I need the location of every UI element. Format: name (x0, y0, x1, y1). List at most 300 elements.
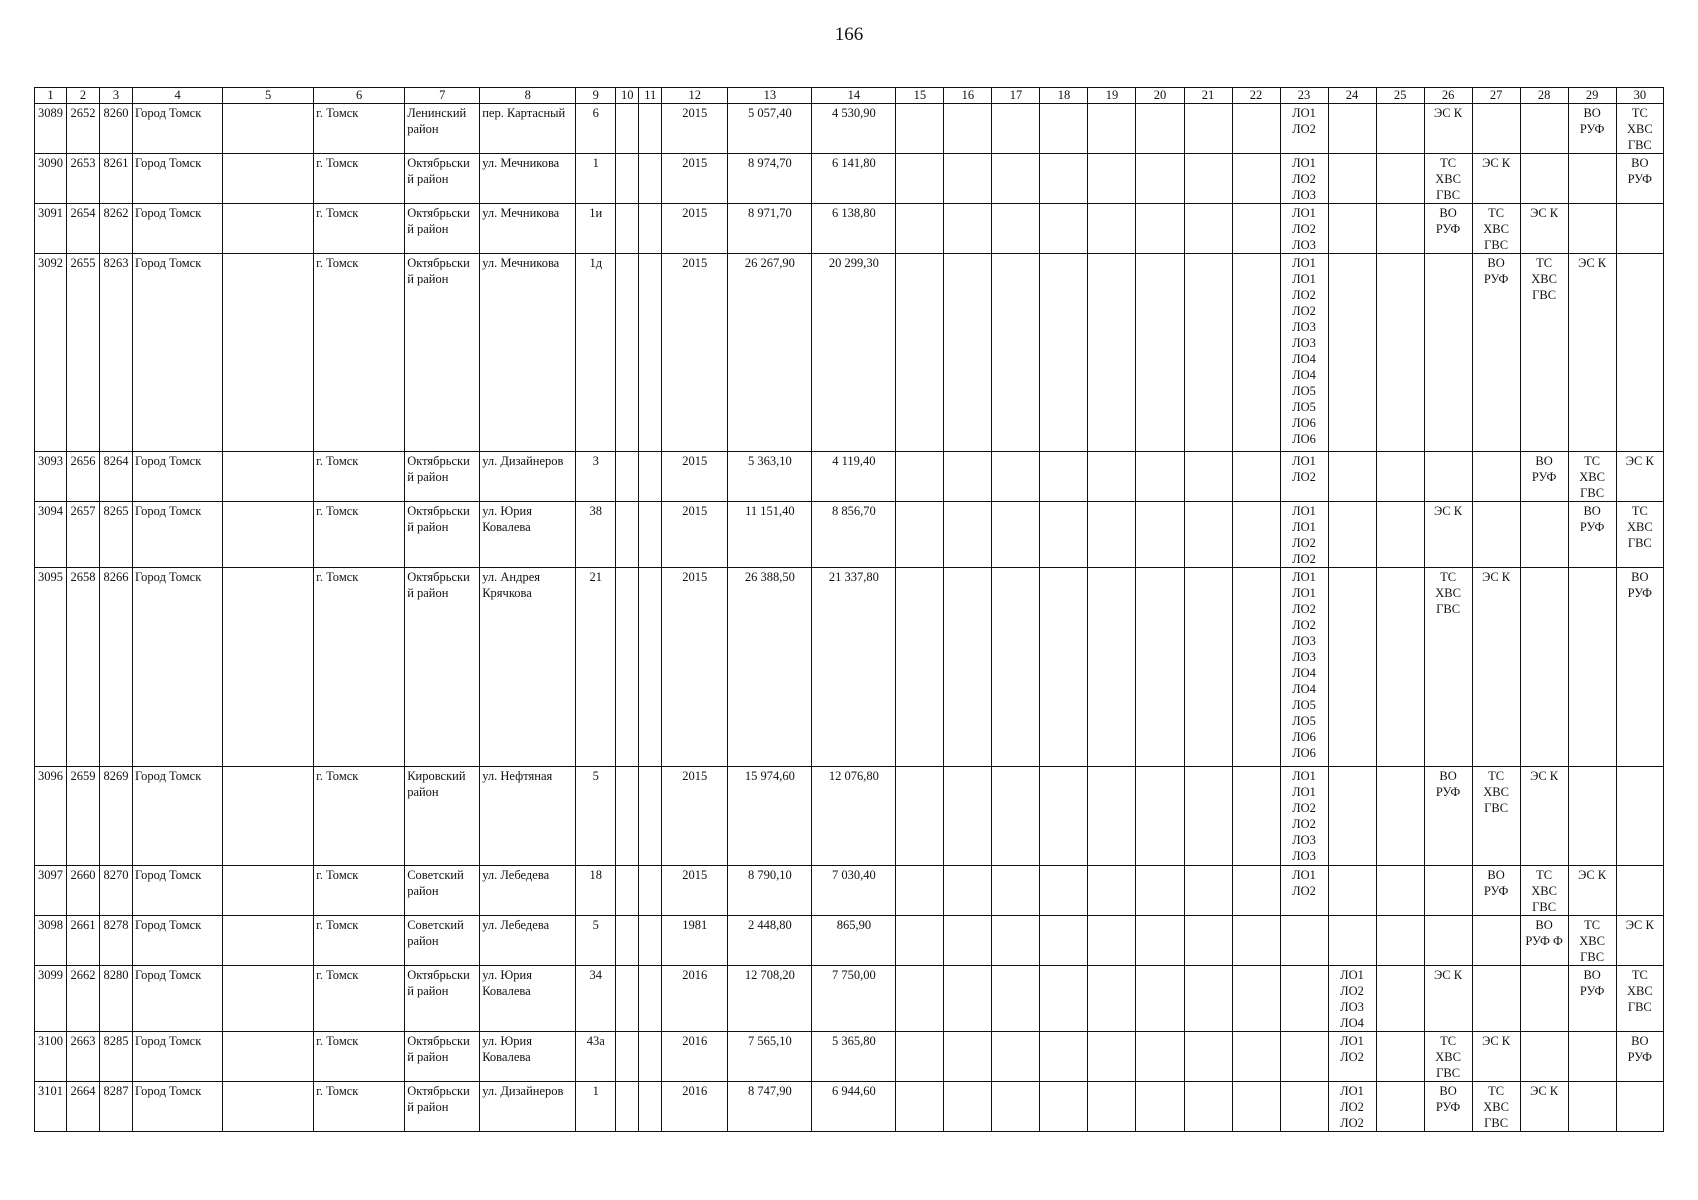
cell-col-8: ул. Мечникова (480, 154, 576, 204)
cell-col-13: 8 974,70 (728, 154, 812, 204)
page-number: 166 (834, 24, 864, 45)
cell-col-18 (1040, 1032, 1088, 1082)
cell-col-19 (1088, 916, 1136, 966)
cell-col-14: 7 030,40 (812, 866, 896, 916)
cell-col-21 (1184, 916, 1232, 966)
cell-col-3: 8266 (100, 568, 133, 767)
cell-col-23: ЛО1 ЛО2 ЛО3 (1280, 154, 1328, 204)
cell-col-1: 3095 (35, 568, 67, 767)
cell-col-21 (1184, 767, 1232, 866)
cell-col-22 (1232, 568, 1280, 767)
cell-col-29 (1568, 568, 1616, 767)
cell-col-15 (896, 254, 944, 452)
cell-col-1: 3100 (35, 1032, 67, 1082)
cell-col-14: 6 141,80 (812, 154, 896, 204)
cell-col-9: 21 (576, 568, 616, 767)
cell-col-17 (992, 502, 1040, 568)
cell-col-9: 1 (576, 1082, 616, 1132)
cell-col-9: 5 (576, 916, 616, 966)
cell-col-8: ул. Андрея Крячкова (480, 568, 576, 767)
column-header-2: 2 (67, 88, 100, 104)
cell-col-9: 1и (576, 204, 616, 254)
column-header-8: 8 (480, 88, 576, 104)
table-row (35, 916, 1664, 966)
cell-col-30: ТС ХВС ГВС (1616, 966, 1663, 1032)
column-header-18: 18 (1040, 88, 1088, 104)
cell-col-14: 20 299,30 (812, 254, 896, 452)
cell-col-15 (896, 104, 944, 154)
column-header-5: 5 (223, 88, 314, 104)
cell-col-8: ул. Юрия Ковалева (480, 966, 576, 1032)
cell-col-6: г. Томск (314, 966, 405, 1032)
cell-col-1: 3094 (35, 502, 67, 568)
cell-col-2: 2664 (67, 1082, 100, 1132)
cell-col-9: 6 (576, 104, 616, 154)
cell-col-19 (1088, 1082, 1136, 1132)
cell-col-21 (1184, 966, 1232, 1032)
cell-col-9: 1 (576, 154, 616, 204)
cell-col-2: 2652 (67, 104, 100, 154)
cell-col-22 (1232, 452, 1280, 502)
cell-col-16 (944, 154, 992, 204)
cell-col-22 (1232, 1032, 1280, 1082)
cell-col-27: ЭС К (1472, 1032, 1520, 1082)
cell-col-7: Октябрьски й район (405, 1032, 480, 1082)
cell-col-16 (944, 254, 992, 452)
cell-col-10 (616, 254, 639, 452)
cell-col-29: ТС ХВС ГВС (1568, 916, 1616, 966)
cell-col-25 (1376, 767, 1424, 866)
cell-col-15 (896, 452, 944, 502)
cell-col-23 (1280, 1082, 1328, 1132)
cell-col-30 (1616, 767, 1663, 866)
cell-col-10 (616, 502, 639, 568)
cell-col-20 (1136, 104, 1184, 154)
cell-col-22 (1232, 154, 1280, 204)
cell-col-6: г. Томск (314, 767, 405, 866)
cell-col-24: ЛО1 ЛО2 ЛО3 ЛО4 (1328, 966, 1376, 1032)
cell-col-6: г. Томск (314, 452, 405, 502)
cell-col-26: ЭС К (1424, 104, 1472, 154)
column-header-16: 16 (944, 88, 992, 104)
cell-col-28: ТС ХВС ГВС (1520, 866, 1568, 916)
cell-col-24 (1328, 204, 1376, 254)
cell-col-24 (1328, 104, 1376, 154)
cell-col-7: Советский район (405, 916, 480, 966)
cell-col-19 (1088, 1032, 1136, 1082)
cell-col-8: ул. Нефтяная (480, 767, 576, 866)
cell-col-23: ЛО1 ЛО1 ЛО2 ЛО2 ЛО3 ЛО3 ЛО4 ЛО4 ЛО5 ЛО5 ЛО6 ЛО6 (1280, 254, 1328, 452)
cell-col-8: ул. Мечникова (480, 254, 576, 452)
cell-col-16 (944, 866, 992, 916)
cell-col-4: Город Томск (133, 154, 223, 204)
cell-col-7: Октябрьски й район (405, 502, 480, 568)
cell-col-10 (616, 568, 639, 767)
cell-col-12: 2015 (662, 254, 728, 452)
cell-col-30 (1616, 1082, 1663, 1132)
cell-col-25 (1376, 866, 1424, 916)
cell-col-29 (1568, 204, 1616, 254)
column-header-24: 24 (1328, 88, 1376, 104)
cell-col-23 (1280, 1032, 1328, 1082)
cell-col-1: 3091 (35, 204, 67, 254)
table-row (35, 154, 1664, 204)
cell-col-2: 2655 (67, 254, 100, 452)
cell-col-11 (639, 204, 662, 254)
cell-col-15 (896, 502, 944, 568)
cell-col-7: Кировский район (405, 767, 480, 866)
cell-col-30: ЭС К (1616, 452, 1663, 502)
cell-col-28: ЭС К (1520, 1082, 1568, 1132)
cell-col-9: 5 (576, 767, 616, 866)
column-header-3: 3 (100, 88, 133, 104)
cell-col-13: 11 151,40 (728, 502, 812, 568)
cell-col-30: ВО РУФ (1616, 154, 1663, 204)
cell-col-14: 4 119,40 (812, 452, 896, 502)
cell-col-19 (1088, 966, 1136, 1032)
cell-col-11 (639, 866, 662, 916)
cell-col-4: Город Томск (133, 767, 223, 866)
cell-col-5 (223, 452, 314, 502)
cell-col-11 (639, 966, 662, 1032)
cell-col-19 (1088, 866, 1136, 916)
column-header-23: 23 (1280, 88, 1328, 104)
cell-col-30: ЭС К (1616, 916, 1663, 966)
column-header-27: 27 (1472, 88, 1520, 104)
cell-col-18 (1040, 916, 1088, 966)
cell-col-19 (1088, 568, 1136, 767)
cell-col-20 (1136, 1032, 1184, 1082)
cell-col-28: ЭС К (1520, 767, 1568, 866)
cell-col-5 (223, 254, 314, 452)
cell-col-2: 2663 (67, 1032, 100, 1082)
cell-col-26 (1424, 866, 1472, 916)
cell-col-26: ЭС К (1424, 966, 1472, 1032)
table-row (35, 204, 1664, 254)
cell-col-16 (944, 916, 992, 966)
cell-col-7: Октябрьски й район (405, 204, 480, 254)
cell-col-26 (1424, 916, 1472, 966)
cell-col-25 (1376, 452, 1424, 502)
cell-col-13: 7 565,10 (728, 1032, 812, 1082)
cell-col-21 (1184, 1032, 1232, 1082)
cell-col-2: 2658 (67, 568, 100, 767)
cell-col-5 (223, 866, 314, 916)
cell-col-7: Октябрьски й район (405, 254, 480, 452)
cell-col-28 (1520, 154, 1568, 204)
cell-col-25 (1376, 502, 1424, 568)
cell-col-1: 3099 (35, 966, 67, 1032)
cell-col-2: 2659 (67, 767, 100, 866)
cell-col-2: 2656 (67, 452, 100, 502)
cell-col-12: 2016 (662, 1032, 728, 1082)
cell-col-10 (616, 104, 639, 154)
cell-col-5 (223, 767, 314, 866)
cell-col-29: ВО РУФ (1568, 502, 1616, 568)
cell-col-5 (223, 916, 314, 966)
cell-col-16 (944, 1082, 992, 1132)
cell-col-29 (1568, 154, 1616, 204)
column-header-11: 11 (639, 88, 662, 104)
cell-col-18 (1040, 1082, 1088, 1132)
cell-col-14: 7 750,00 (812, 966, 896, 1032)
cell-col-6: г. Томск (314, 502, 405, 568)
cell-col-25 (1376, 254, 1424, 452)
cell-col-5 (223, 1082, 314, 1132)
column-header-13: 13 (728, 88, 812, 104)
cell-col-24 (1328, 154, 1376, 204)
cell-col-1: 3097 (35, 866, 67, 916)
cell-col-30 (1616, 254, 1663, 452)
cell-col-17 (992, 916, 1040, 966)
cell-col-22 (1232, 866, 1280, 916)
cell-col-18 (1040, 767, 1088, 866)
cell-col-17 (992, 104, 1040, 154)
cell-col-18 (1040, 452, 1088, 502)
cell-col-25 (1376, 154, 1424, 204)
cell-col-15 (896, 1082, 944, 1132)
cell-col-24: ЛО1 ЛО2 (1328, 1032, 1376, 1082)
cell-col-3: 8285 (100, 1032, 133, 1082)
cell-col-10 (616, 966, 639, 1032)
cell-col-9: 43а (576, 1032, 616, 1082)
cell-col-29: ЭС К (1568, 254, 1616, 452)
cell-col-19 (1088, 254, 1136, 452)
cell-col-17 (992, 866, 1040, 916)
cell-col-27 (1472, 502, 1520, 568)
cell-col-20 (1136, 204, 1184, 254)
cell-col-28: ТС ХВС ГВС (1520, 254, 1568, 452)
cell-col-27: ТС ХВС ГВС (1472, 204, 1520, 254)
cell-col-21 (1184, 866, 1232, 916)
cell-col-17 (992, 966, 1040, 1032)
cell-col-17 (992, 204, 1040, 254)
cell-col-7: Советский район (405, 866, 480, 916)
cell-col-27: ВО РУФ (1472, 254, 1520, 452)
cell-col-8: ул. Дизайнеров (480, 1082, 576, 1132)
cell-col-16 (944, 568, 992, 767)
cell-col-21 (1184, 1082, 1232, 1132)
cell-col-12: 2015 (662, 502, 728, 568)
cell-col-18 (1040, 866, 1088, 916)
cell-col-5 (223, 154, 314, 204)
cell-col-24 (1328, 254, 1376, 452)
column-header-14: 14 (812, 88, 896, 104)
cell-col-16 (944, 104, 992, 154)
cell-col-23: ЛО1 ЛО2 (1280, 866, 1328, 916)
cell-col-30 (1616, 204, 1663, 254)
cell-col-13: 26 267,90 (728, 254, 812, 452)
column-header-21: 21 (1184, 88, 1232, 104)
cell-col-13: 5 057,40 (728, 104, 812, 154)
cell-col-23: ЛО1 ЛО2 (1280, 452, 1328, 502)
cell-col-10 (616, 1082, 639, 1132)
table-row (35, 568, 1664, 767)
cell-col-1: 3090 (35, 154, 67, 204)
cell-col-16 (944, 452, 992, 502)
cell-col-17 (992, 452, 1040, 502)
cell-col-20 (1136, 767, 1184, 866)
registry-table (34, 87, 1664, 1132)
cell-col-29: ТС ХВС ГВС (1568, 452, 1616, 502)
cell-col-3: 8280 (100, 966, 133, 1032)
cell-col-26 (1424, 452, 1472, 502)
cell-col-7: Октябрьски й район (405, 154, 480, 204)
cell-col-12: 2015 (662, 568, 728, 767)
table-row (35, 502, 1664, 568)
cell-col-11 (639, 767, 662, 866)
cell-col-6: г. Томск (314, 1082, 405, 1132)
cell-col-20 (1136, 916, 1184, 966)
table-row (35, 1032, 1664, 1082)
cell-col-3: 8278 (100, 916, 133, 966)
column-header-9: 9 (576, 88, 616, 104)
cell-col-24 (1328, 452, 1376, 502)
table-row (35, 1082, 1664, 1132)
cell-col-12: 2015 (662, 204, 728, 254)
column-header-15: 15 (896, 88, 944, 104)
cell-col-5 (223, 966, 314, 1032)
cell-col-18 (1040, 204, 1088, 254)
cell-col-4: Город Томск (133, 568, 223, 767)
cell-col-11 (639, 502, 662, 568)
cell-col-6: г. Томск (314, 154, 405, 204)
cell-col-13: 8 971,70 (728, 204, 812, 254)
cell-col-3: 8264 (100, 452, 133, 502)
cell-col-26: ВО РУФ (1424, 767, 1472, 866)
cell-col-26: ТС ХВС ГВС (1424, 568, 1472, 767)
cell-col-25 (1376, 1032, 1424, 1082)
cell-col-8: ул. Юрия Ковалева (480, 1032, 576, 1082)
cell-col-28 (1520, 1032, 1568, 1082)
cell-col-15 (896, 1032, 944, 1082)
cell-col-26: ВО РУФ (1424, 204, 1472, 254)
column-header-29: 29 (1568, 88, 1616, 104)
cell-col-2: 2657 (67, 502, 100, 568)
table-row (35, 767, 1664, 866)
cell-col-11 (639, 104, 662, 154)
cell-col-6: г. Томск (314, 1032, 405, 1082)
cell-col-1: 3098 (35, 916, 67, 966)
cell-col-5 (223, 502, 314, 568)
cell-col-22 (1232, 502, 1280, 568)
cell-col-23: ЛО1 ЛО2 (1280, 104, 1328, 154)
cell-col-15 (896, 568, 944, 767)
cell-col-3: 8287 (100, 1082, 133, 1132)
cell-col-30: ТС ХВС ГВС (1616, 104, 1663, 154)
cell-col-18 (1040, 568, 1088, 767)
column-header-12: 12 (662, 88, 728, 104)
cell-col-10 (616, 866, 639, 916)
column-header-7: 7 (405, 88, 480, 104)
cell-col-18 (1040, 502, 1088, 568)
column-header-20: 20 (1136, 88, 1184, 104)
cell-col-27: ТС ХВС ГВС (1472, 1082, 1520, 1132)
cell-col-26 (1424, 254, 1472, 452)
cell-col-21 (1184, 568, 1232, 767)
cell-col-21 (1184, 204, 1232, 254)
cell-col-6: г. Томск (314, 254, 405, 452)
cell-col-17 (992, 568, 1040, 767)
column-header-26: 26 (1424, 88, 1472, 104)
cell-col-15 (896, 866, 944, 916)
cell-col-30: ВО РУФ (1616, 568, 1663, 767)
cell-col-17 (992, 767, 1040, 866)
cell-col-25 (1376, 966, 1424, 1032)
cell-col-24 (1328, 568, 1376, 767)
column-header-1: 1 (35, 88, 67, 104)
cell-col-4: Город Томск (133, 1082, 223, 1132)
cell-col-24: ЛО1 ЛО2 ЛО2 (1328, 1082, 1376, 1132)
table-row (35, 866, 1664, 916)
cell-col-14: 8 856,70 (812, 502, 896, 568)
cell-col-18 (1040, 154, 1088, 204)
cell-col-9: 38 (576, 502, 616, 568)
cell-col-1: 3096 (35, 767, 67, 866)
column-header-19: 19 (1088, 88, 1136, 104)
column-header-4: 4 (133, 88, 223, 104)
cell-col-7: Октябрьски й район (405, 966, 480, 1032)
cell-col-23 (1280, 916, 1328, 966)
cell-col-21 (1184, 254, 1232, 452)
cell-col-12: 2016 (662, 966, 728, 1032)
table-row (35, 452, 1664, 502)
cell-col-27 (1472, 104, 1520, 154)
column-number-row (35, 88, 1664, 104)
cell-col-28 (1520, 966, 1568, 1032)
cell-col-7: Октябрьски й район (405, 568, 480, 767)
cell-col-26: ВО РУФ (1424, 1082, 1472, 1132)
cell-col-10 (616, 154, 639, 204)
column-header-30: 30 (1616, 88, 1663, 104)
table-body (35, 104, 1664, 1132)
cell-col-12: 2015 (662, 154, 728, 204)
cell-col-21 (1184, 154, 1232, 204)
cell-col-30: ВО РУФ (1616, 1032, 1663, 1082)
cell-col-21 (1184, 104, 1232, 154)
cell-col-2: 2654 (67, 204, 100, 254)
cell-col-25 (1376, 1082, 1424, 1132)
cell-col-4: Город Томск (133, 502, 223, 568)
cell-col-4: Город Томск (133, 866, 223, 916)
cell-col-30: ТС ХВС ГВС (1616, 502, 1663, 568)
cell-col-2: 2661 (67, 916, 100, 966)
cell-col-6: г. Томск (314, 104, 405, 154)
cell-col-12: 2015 (662, 104, 728, 154)
cell-col-5 (223, 204, 314, 254)
cell-col-17 (992, 254, 1040, 452)
cell-col-6: г. Томск (314, 866, 405, 916)
cell-col-27: ЭС К (1472, 154, 1520, 204)
cell-col-4: Город Томск (133, 916, 223, 966)
cell-col-3: 8265 (100, 502, 133, 568)
cell-col-3: 8263 (100, 254, 133, 452)
cell-col-26: ТС ХВС ГВС (1424, 154, 1472, 204)
column-header-10: 10 (616, 88, 639, 104)
cell-col-10 (616, 1032, 639, 1082)
cell-col-24 (1328, 916, 1376, 966)
cell-col-10 (616, 916, 639, 966)
cell-col-9: 18 (576, 866, 616, 916)
cell-col-29 (1568, 1082, 1616, 1132)
cell-col-22 (1232, 1082, 1280, 1132)
cell-col-24 (1328, 767, 1376, 866)
cell-col-1: 3092 (35, 254, 67, 452)
cell-col-16 (944, 204, 992, 254)
cell-col-14: 12 076,80 (812, 767, 896, 866)
cell-col-9: 3 (576, 452, 616, 502)
cell-col-13: 8 747,90 (728, 1082, 812, 1132)
